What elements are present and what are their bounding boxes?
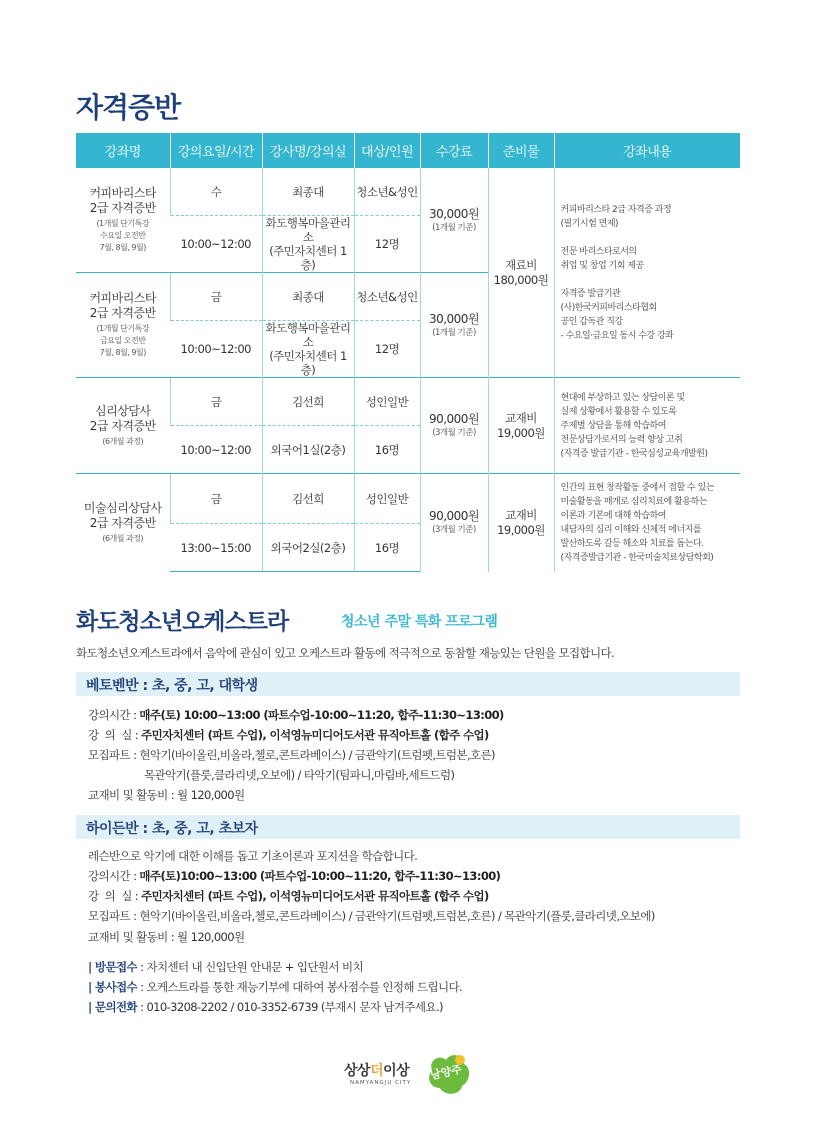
info-text: : 010-3208-2202 / 010-3352-6739 (부재시 문자 남겨주세요.) [137,1000,443,1014]
course-name: 커피바리스타 2급 자격증반 [89,186,157,215]
header-instructor: 강사명/강의실 [262,133,354,168]
course-capacity: 12명 [354,321,420,378]
course-target: 성인일반 [354,474,420,524]
course-fee-cell [420,168,488,273]
table-row [76,378,740,426]
room-value: 주민자치센터 (파트 수업), 이석영뉴미디어도서관 뮤직아트홀 (합주 수업) [141,889,489,903]
haydn-parts: 모집파트 : 현악기(바이올린,비올라,첼로,콘트라베이스) / 금관악기(트럼펫,트럼본,호른) / 목관악기(플룻,클라리넷,오보에) [88,909,655,923]
info-label: 방문접수 [95,960,138,974]
orchestra-subtitle: 청소년 주말 특화 프로그램 [341,614,498,630]
course-capacity: 12명 [354,216,420,273]
course-day: 금 [170,474,262,524]
info-label: 봉사접수 [95,980,138,994]
haydn-time [88,868,500,884]
header-course-name: 강좌명 [76,133,170,168]
beethoven-band [76,672,740,696]
course-fee-note: (3개월 기준) [432,525,476,536]
orchestra-intro: 화도청소년오케스트라에서 음악에 관심이 있고 오케스트라 활동에 적극적으로 동참할 재능있는 단원을 모집합니다. [76,646,615,660]
course-target: 청소년&성인 [354,168,420,216]
beethoven-parts-2: 목관악기(플룻,클라리넷,오보에) / 타악기(팀파니,마림바,세트드럼) [144,768,455,782]
info-text: : 자치센터 내 신입단원 안내문 + 입단원서 비치 [137,960,363,974]
course-target: 성인일반 [354,378,420,426]
coffee-content-3: 자격증 발급기관 (사)한국커피바리스타협회 공인 감독관 직강 - 수요일·금요일 동시 수강 강좌 [560,288,674,341]
course-room: 화도행복마을관리소 (주민자치센터 1층) [262,321,354,378]
course-content: 현대에 부상하고 있는 상담이론 및 실제 상황에서 활용할 수 있도록 주제별 상담을 통해 학습하여 전문상담가로서의 능력 향상 고취 (자격증 발급기관 - 한국심성교육개발원) [554,378,740,474]
haydn-desc: 레슨반으로 악기에 대한 이해를 돕고 기초이론과 포지션을 학습합니다. [88,849,418,863]
course-material: 교재비 19,000원 [488,378,554,474]
logo-text-b: 더 [370,1063,384,1079]
course-name-cell [76,273,170,378]
course-fee-cell [420,378,488,474]
course-table [76,133,740,572]
haydn-band-label: 하이든반 : 초, 중, 고, 초보자 [86,821,258,837]
course-fee-note: (1개월 기준) [432,327,476,338]
info-contact: | 문의전화 : 010-3208-2202 / 010-3352-6739 (부재시 문자 남겨주세요.) [88,1000,443,1014]
course-fee-cell [420,474,488,572]
beethoven-parts-1: 모집파트 : 현악기(바이올린,비올라,첼로,콘트라베이스) / 금관악기(트럼펫,트럼본,호른) [88,748,495,762]
coffee-content-1: 커피바리스타 2급 자격증 과정 (필기시험 면제) [560,204,672,229]
coffee-content-2: 전문 바리스타로서의 취업 및 창업 기회 제공 [560,246,644,271]
coffee-material: 재료비 180,000원 [488,168,554,378]
course-day: 수 [170,168,262,216]
info-visit: | 방문접수 : 자치센터 내 신입단원 안내문 + 입단원서 비치 [88,960,363,974]
time-label: 강의시간 : [88,708,140,722]
logo-text-a: 상상 [344,1063,371,1079]
course-time: 10:00~12:00 [170,426,262,474]
header-target: 대상/인원 [354,133,420,168]
city-logo [344,1050,474,1100]
header-schedule: 강의요일/시간 [170,133,262,168]
course-name: 심리상담사 2급 자격증반 [89,403,156,433]
logo-emblem-text: 남양주 [429,1062,463,1083]
table-header-row [76,133,740,168]
course-target: 청소년&성인 [354,273,420,321]
course-name-cell [76,378,170,474]
course-fee-note: (3개월 기준) [432,428,476,438]
course-note: (1개월 단기특강 금요일 오전반 7월, 8월, 9월) [96,324,150,357]
course-note: (6개월 과정) [102,533,144,543]
beethoven-room [88,727,489,743]
course-capacity: 16명 [354,426,420,474]
beethoven-time [88,707,504,723]
course-time: 13:00~15:00 [170,524,262,572]
time-value: 매주(토)10:00~13:00 (파트수업-10:00~11:20, 합주-11:30~13:00) [139,869,501,883]
info-label: 문의전화 [95,1000,138,1014]
course-fee-note: (1개월 기준) [432,222,476,233]
course-time: 10:00~12:00 [170,216,262,273]
orchestra-title: 화도청소년오케스트라 [76,609,289,635]
room-label: 강 의 실 : [88,728,142,742]
course-fee-cell [420,273,488,378]
course-material: 교재비 19,000원 [488,474,554,572]
room-label: 강 의 실 : [88,889,142,903]
course-instructor: 최종대 [262,168,354,216]
haydn-room [88,888,489,904]
section-title: 자격증반 [76,91,181,124]
course-room: 화도행복마을관리소 (주민자치센터 1층) [262,216,354,273]
course-time: 10:00~12:00 [170,321,262,378]
beethoven-fee: 교재비 및 활동비 : 월 120,000원 [88,788,245,802]
room-value: 주민자치센터 (파트 수업), 이석영뉴미디어도서관 뮤직아트홀 (합주 수업) [141,728,489,742]
course-note: (1개월 단기특강 수요일 오전반 7월, 8월, 9월) [96,219,150,252]
course-instructor: 김선희 [262,378,354,426]
time-label: 강의시간 : [88,869,140,883]
info-volunteer: | 봉사접수 : 오케스트라를 통한 재능기부에 대하여 봉사점수를 인정해 드립니다. [88,980,463,994]
course-fee: 90,000원 [428,412,480,426]
course-room: 외국어1실(2층) [262,426,354,474]
course-day: 금 [170,273,262,321]
course-instructor: 김선희 [262,474,354,524]
haydn-band [76,815,740,839]
course-name-cell [76,168,170,273]
course-day: 금 [170,378,262,426]
time-value: 매주(토) 10:00~13:00 (파트수업-10:00~11:20, 합주-11:30~13:00) [139,708,504,722]
course-fee: 30,000원 [428,311,480,326]
course-capacity: 16명 [354,524,420,572]
course-fee: 30,000원 [428,206,480,221]
beethoven-band-label: 베토벤반 : 초, 중, 고, 대학생 [86,678,258,694]
info-text: : 오케스트라를 통한 재능기부에 대하여 봉사점수를 인정해 드립니다. [137,980,463,994]
course-note: (6개월 과정) [102,436,144,446]
course-content: 인간의 표현 창작활동 중에서 접할 수 있는 미술활동을 매개로 심리치료에 활용하는 이론과 기본에 대해 학습하여 내담자의 심리 이해와 신체적 에너지를 발산하도록 갈등 해소와 치료를 돕는다. (자격증발급기관 - 한국미술치료상담학회) [554,474,740,572]
table-row [76,474,740,524]
course-name: 미술심리상담사 2급 자격증반 [83,500,162,530]
course-name-cell [76,474,170,572]
logo-text-c: 이상 [383,1063,410,1079]
logo-subtext: NAMYANGJU CITY [350,1080,412,1086]
logo-wordmark [344,1060,409,1080]
header-content: 강좌내용 [554,133,740,168]
course-name: 커피바리스타 2급 자격증반 [89,291,157,320]
coffee-content [554,168,740,378]
header-fee: 수강료 [420,133,488,168]
course-room: 외국어2실(2층) [262,524,354,572]
haydn-fee: 교재비 및 활동비 : 월 120,000원 [88,930,245,944]
header-materials: 준비물 [488,133,554,168]
course-instructor: 최종대 [262,273,354,321]
table-row [76,168,740,216]
course-fee: 90,000원 [428,509,480,524]
